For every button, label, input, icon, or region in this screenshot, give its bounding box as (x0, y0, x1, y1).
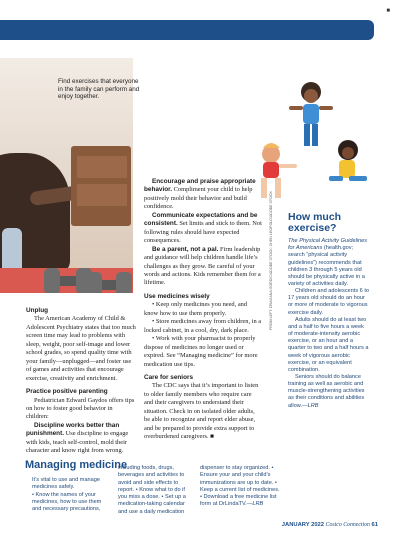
managing-col-1: It’s vital to use and manage medicines safely. • Know the names of your medicines, how to use them and necessary precautions, (32, 477, 102, 513)
sidebar-title: How much exercise? (288, 211, 342, 235)
exercise-sidebar (288, 212, 370, 410)
medicines-heading: Use medicines wisely (144, 292, 210, 300)
dumbbell-weight (86, 272, 102, 293)
pal-text: Firm leadership and guidance will help children handle life’s challenges as they grow. Be careful of your words and actions. Kids remember them for a lifetime. (144, 245, 261, 287)
dumbbell-weight (44, 268, 60, 293)
kids-exercising-illustration (253, 72, 373, 207)
positive-parenting-heading: Practice positive parenting (26, 388, 108, 396)
communicate-lead: Communicate expectations and be consistent. (144, 211, 258, 228)
sidebar-paragraph-1: (health.gov; search “physical activity guidelines”) recommends that children 3 through 5 years old should be physically active in a variety of activities daily. (288, 245, 365, 287)
photo-caption: Find exercises that everyone in the family can perform and enjoy together. (58, 78, 140, 101)
footer-magazine: Costco Connection (325, 522, 370, 528)
unplug-heading: Unplug (26, 307, 49, 314)
managing-col-3: dispenser to stay organized. • Ensure your and your child’s immunizations are up to date. • Keep a current list of medicines. • Download a free medicine list form at DrLindaTV.— (200, 465, 280, 508)
discipline-text: Use discipline to engage with kids, teach self-control, mold their character and know right from wrong. (26, 430, 129, 455)
managing-col-2: including foods, drugs, beverages and activities to avoid and side effects to report. • Know what to do if you miss a dose. • Set up a medication-taking calendar and use a daily medication (118, 465, 186, 515)
sidebar-guidelines-title: The Physical Activity Guidelines for Americans (288, 238, 368, 252)
medicines-bullet-3: • Work with your pharmacist to properly dispose of medicines no longer used or expired. See “Managing medicine” for more medication use tips. (144, 335, 258, 368)
discipline-lead: Discipline works better than punishment. (26, 421, 120, 438)
dumbbell-weight (116, 272, 132, 293)
encourage-text: Compliment your child to help positively mold their behavior and build confidence. (144, 186, 253, 211)
footer-issue: JANUARY 2022 (281, 522, 325, 528)
middle-text-column (144, 178, 262, 442)
footer-page-number: 61 (371, 522, 378, 528)
page-footer (282, 522, 378, 528)
corner-mark: ■ (386, 8, 390, 14)
managing-medicine-section (0, 459, 400, 519)
photo-credit: FROM LEFT: DRAGANA GORDIC/ADOBE STOCK; CHEN LEOPOLD/ADOBE STOCK (269, 191, 273, 330)
medicines-bullet-2: • Store medicines away from children, in a locked cabinet, in a cool, dry, dark place. (144, 318, 262, 334)
sidebar-paragraph-4: Seniors should do balance training as well as aerobic and muscle-strengthening activities as their conditions and abilities allow.— (288, 374, 365, 409)
unplug-text: The American Academy of Child & Adolescent Psychiatry states that too much screen time may lead to problems with sleep, weight, poor self-image and lower school grades, so spend quality time with your family—unplugged—and foster use of games and activities that encourage exercise, creativity and enrichment. (26, 315, 136, 382)
seniors-heading: Care for seniors (144, 373, 194, 381)
left-text-column (26, 307, 136, 456)
pal-lead: Be a parent, not a pal. (152, 245, 219, 253)
encourage-lead: Encourage and praise appropriate behavior. (144, 178, 256, 194)
managing-signature: LRB (252, 501, 264, 508)
medicines-bullet-1: • Keep only medicines you need, and know how to use them properly. (144, 301, 248, 317)
positive-parenting-text: Pediatrician Edward Gaydos offers tips on how to foster good behavior in children: (26, 396, 135, 421)
sidebar-paragraph-3: Adults should do at least two and a half to five hours a week of moderate-intensity aerobic exercise, or an hour and a quarter to two and a half hours a week of vigorous aerobic exercise, or an equivalent combination. (288, 316, 369, 373)
communicate-text: Set limits and stick to them. Not following rules should have expected consequences. (144, 220, 262, 245)
header-color-bar (0, 20, 374, 40)
managing-medicine-title: Managing medicine (25, 459, 128, 471)
sidebar-signature: LRB (307, 402, 319, 409)
photo-drawer-shape (77, 156, 127, 178)
photo-drawer-shape (77, 184, 127, 206)
sidebar-paragraph-2: Children and adolescents 6 to 17 years old should do an hour or more of moderate to vigorous exercise daily. (288, 288, 370, 316)
seniors-text: The CDC says that it’s important to listen to older family members who require care and their caregivers to understand their situation. Check in on isolated older adults, be able to recognize and report elder abuse, and be prepared to provide extra support to overburdened caregivers. ■ (144, 382, 259, 441)
